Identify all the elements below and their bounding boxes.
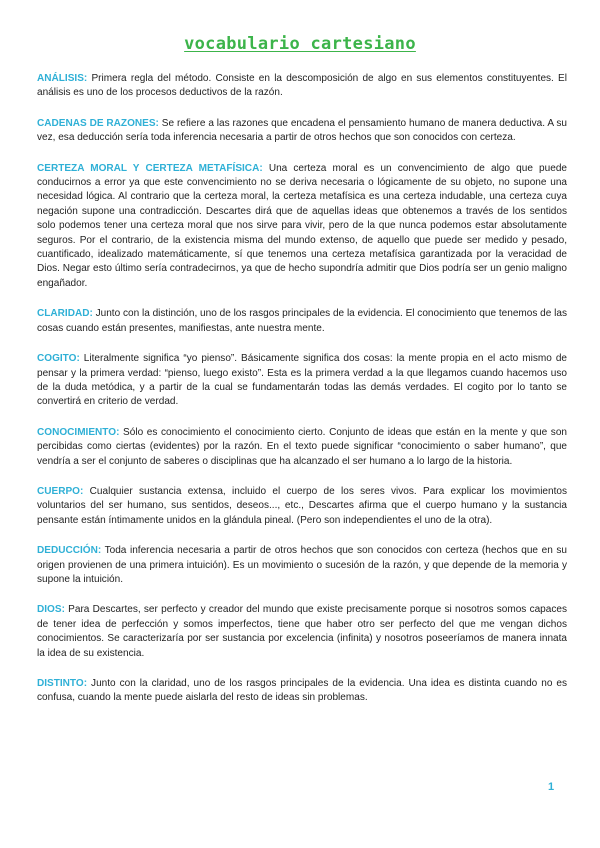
entry-cogito xyxy=(37,352,567,410)
entry-definition: Una certeza moral es un convencimiento de algo que puede conducirnos a error ya que este convencimiento no se deriva necesaria o lógicamente de su objeto, no supone una necesidad lógica. Al contrario que la certeza moral, la certeza metafísica es una certeza indudable, una certeza cuya negación supone una contradicción. Descartes dirá que de aquellas ideas que obtenemos a través de los sentidos solo podemos tener una certeza moral que nos sirve para vivir, pero de la que nunca podemos estar absolutamente seguros. Por el contrario, de la existencia misma del mundo extenso, de aquello que puede ser medido y pesado, cuantificado, idealizado matemáticamente, sí que tenemos una certeza metafísica garantizada por la veracidad de Dios. Negar esto último sería contradecirnos, ya que de hecho supondría admitir que Dios podría ser un genio maligno engañador. xyxy=(37,162,567,289)
entry-term: DIOS: xyxy=(37,604,65,616)
entry-term: CONOCIMIENTO: xyxy=(37,426,120,438)
entry-definition: Para Descartes, ser perfecto y creador del mundo que existe precisamente porque si nosotros somos capaces de tener idea de perfección y somos imperfectos, tiene que haber otro ser perfecto del que me vengan dichos conocimientos. Se caracterizaría por ser sustancia por excelencia (infinita) y nosotros poseeríamos de manera innata la idea de su existencia. xyxy=(37,604,567,659)
entry-term: CADENAS DE RAZONES: xyxy=(37,117,159,129)
entry-definition: Sólo es conocimiento el conocimiento cierto. Conjunto de ideas que están en la mente y que son percibidas como ciertas (evidentes) por la razón. En el texto puede significar “conocimiento o saber humano”, que vendría a ser el conjunto de saberes o disciplinas que ha alcanzado el ser humano a lo largo de la historia. xyxy=(37,426,567,467)
entry-definition: Primera regla del método. Consiste en la descomposición de algo en sus elementos constituyentes. El análisis es uno de los procesos deductivos de la razón. xyxy=(37,73,567,99)
entry-term: ANÁLISIS: xyxy=(37,73,88,84)
page-number: 1 xyxy=(548,781,555,793)
entry-term: CLARIDAD: xyxy=(37,308,93,320)
entry-conocimiento xyxy=(37,426,567,469)
entry-definition: Junto con la distinción, uno de los rasgos principales de la evidencia. El conocimiento que tenemos de las cosas cuando están presentes, manifiestas, ante nuestra mente. xyxy=(37,308,567,334)
entry-cadenas-de-razones xyxy=(37,117,567,146)
entry-distinto xyxy=(37,677,567,706)
entry-term: CUERPO: xyxy=(37,485,84,497)
entry-term: CERTEZA MORAL Y CERTEZA METAFÍSICA: xyxy=(37,162,263,174)
entry-analisis xyxy=(37,72,567,101)
entry-term: DEDUCCIÓN: xyxy=(37,545,102,557)
entry-cuerpo xyxy=(37,485,567,528)
entry-dios xyxy=(37,603,567,661)
entry-definition: Cualquier sustancia extensa, incluido el cuerpo de los seres vivos. Para explicar los movimientos voluntarios del ser humano, sus sentidos, deseos..., etc., Descartes afirma que el cuerpo humano y la sustancia pensante están íntimamente unidos en la glándula pineal. (Pero son independientes el uno de la otra). xyxy=(37,485,567,526)
entry-term: DISTINTO: xyxy=(37,678,88,689)
page-title: vocabulario cartesiano xyxy=(184,34,416,54)
entry-deduccion xyxy=(37,544,567,587)
entry-definition: Se refiere a las razones que encadena el pensamiento humano de manera deductiva. A su vez, esa deducción sería toda inferencia necesaria a partir de otros hechos que son conocidos con certeza. xyxy=(37,117,567,144)
entry-term: COGITO: xyxy=(37,353,80,365)
entry-definition: Junto con la claridad, uno de los rasgos principales de la evidencia. Una idea es distinta cuando no es confusa, cuando la mente puede aislarla del resto de ideas sin problemas. xyxy=(37,678,567,704)
entry-certeza xyxy=(37,162,567,292)
entry-claridad xyxy=(37,307,567,336)
entry-definition: Toda inferencia necesaria a partir de otros hechos que son conocidos con certeza (hechos que en su origen provienen de una primera intuición). Es un movimiento o sucesión de la razón, y que depende de la memoria y supone la intuición. xyxy=(37,545,567,585)
entry-definition: Literalmente significa “yo pienso”. Básicamente significa dos cosas: la mente propia en el acto mismo de pensar y la primera verdad: “pienso, luego existo”. Esta es la primera verdad a la que llegamos cuando hacemos uso de la duda metódica, y a partir de la cual se fundamentarán todas las demás verdades. El cogito por lo tanto se convertirá en criterio de verdad. xyxy=(37,353,567,408)
vocabulary-list xyxy=(37,72,567,722)
